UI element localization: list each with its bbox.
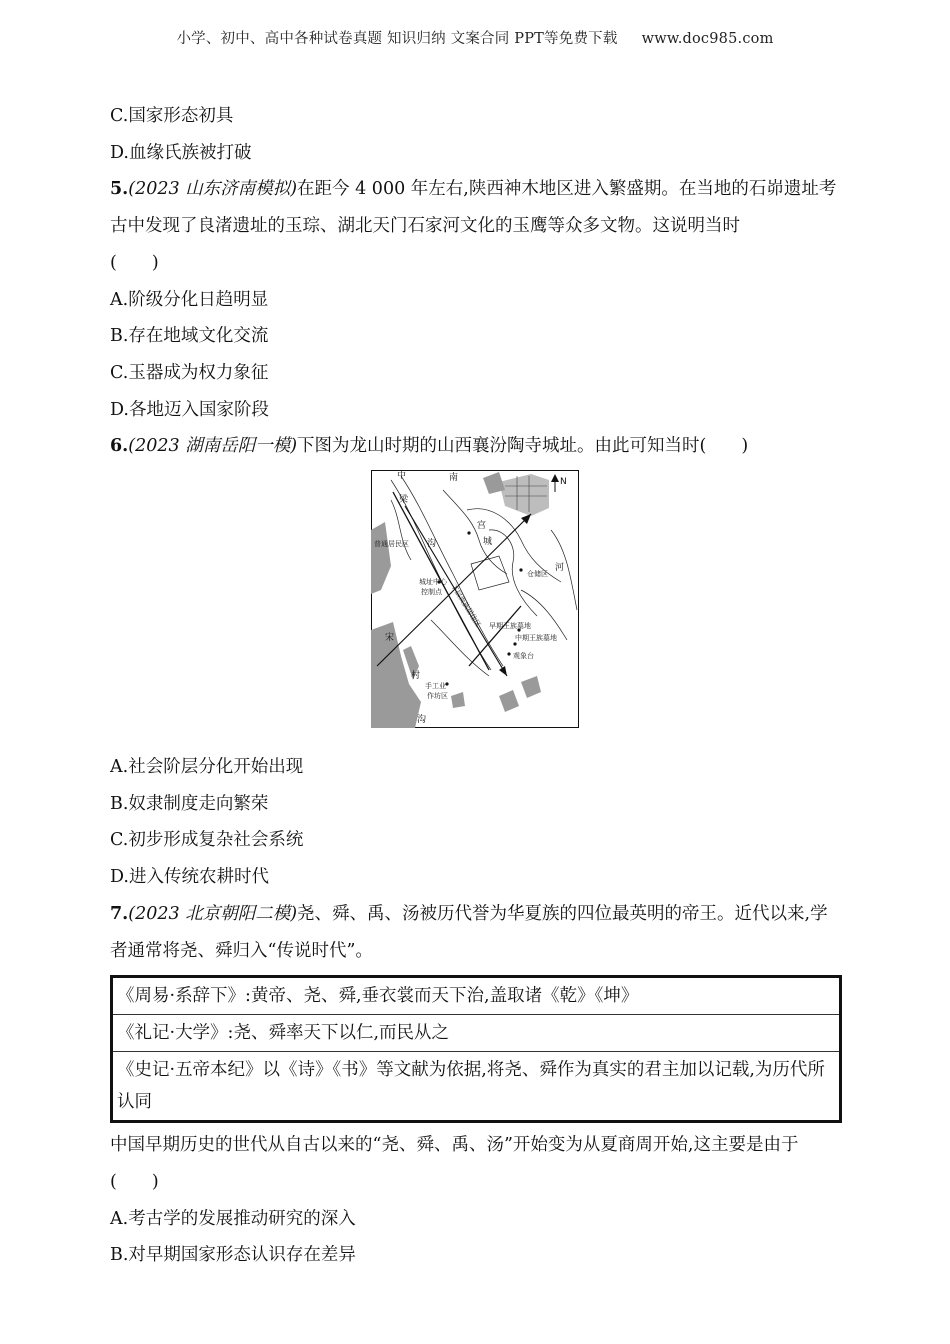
map-label: 宫 <box>477 521 487 532</box>
map-label: 作坊区 <box>427 692 448 701</box>
question-6-number: 6. <box>110 436 129 457</box>
question-5-stem <box>110 171 842 244</box>
map-label: 城 <box>483 537 493 548</box>
map-label: 宋 <box>385 633 395 644</box>
header-text: 小学、初中、高中各种试卷真题 知识归纳 文案合同 PPT等免费下载 <box>176 31 618 47</box>
question-5-option-a[interactable]: A.阶级分化日趋明显 <box>110 289 269 310</box>
map-label: 普通居民区 <box>374 540 409 549</box>
question-5-text: 在距今 4 000 年左右,陕西神木地区进入繁盛期。在当地的石峁遗址考古中发现了良渚遗址的玉琮、湖北天门石家河文化的玉鹰等众多文物。这说明当时 <box>110 179 837 237</box>
question-7-option-b[interactable]: B.对早期国家形态认识存在差异 <box>110 1245 356 1266</box>
question-5-number: 5. <box>110 179 129 200</box>
map-label: 沟 <box>427 539 437 550</box>
question-5-source: (2023 山东济南模拟) <box>128 179 298 200</box>
map-label: 仓储区 <box>527 570 548 579</box>
option-c-prev[interactable]: C.国家形态初具 <box>110 106 234 126</box>
table-row <box>112 1052 841 1122</box>
taosi-map-container <box>110 470 842 738</box>
table-cell: 《史记·五帝本纪》以《诗》《书》等文献为依据,将尧、舜作为真实的君主加以记载,为历代所认同 <box>112 1052 841 1122</box>
north-label: N <box>560 477 567 488</box>
question-7-stem <box>110 896 842 969</box>
map-label: 村 <box>411 671 421 682</box>
header-url: www.doc985.com <box>641 31 774 47</box>
map-label: 沟 <box>417 715 427 726</box>
table-cell: 《周易·系辞下》:黄帝、尧、舜,垂衣裳而天下治,盖取诸《乾》《坤》 <box>112 977 841 1015</box>
question-6-text: 下图为龙山时期的山西襄汾陶寺城址。由此可知当时( ) <box>297 436 749 457</box>
table-cell: 《礼记·大学》:尧、舜率天下以仁,而民从之 <box>112 1015 841 1052</box>
map-label: 早期王族墓地 <box>489 622 531 631</box>
question-7-text: 尧、舜、禹、汤被历代誉为华夏族的四位最英明的帝王。近代以来,学者通常将尧、舜归入“传说时代”。 <box>110 903 828 961</box>
question-6-stem <box>110 428 842 465</box>
question-7-option-a[interactable]: A.考古学的发展推动研究的深入 <box>110 1208 356 1229</box>
map-label: 南 <box>449 473 459 484</box>
option-d-prev[interactable]: D.血缘氏族被打破 <box>110 142 252 163</box>
question-7-question: 中国早期历史的世代从自古以来的“尧、舜、禹、汤”开始变为从夏商周开始,这主要是由于( ) <box>110 1135 799 1192</box>
question-6-source: (2023 湖南岳阳一模) <box>128 436 298 457</box>
question-7-number: 7. <box>110 903 129 924</box>
map-label: 城址中心 <box>419 578 447 587</box>
taosi-site-map <box>371 470 579 728</box>
question-7-source: (2023 北京朝阳二模) <box>128 903 298 924</box>
table-row <box>112 977 841 1015</box>
table-row <box>112 1015 841 1052</box>
question-5-blank: ( ) <box>110 252 159 273</box>
question-5-option-b[interactable]: B.存在地域文化交流 <box>110 326 269 347</box>
question-5-option-c[interactable]: C.玉器成为权力象征 <box>110 362 269 383</box>
map-label: 梁 <box>399 495 409 506</box>
map-label: 河 <box>555 563 565 574</box>
question-6-option-a[interactable]: A.社会阶层分化开始出现 <box>110 757 304 778</box>
question-6-option-b[interactable]: B.奴隶制度走向繁荣 <box>110 793 269 814</box>
source-material-table <box>110 975 842 1123</box>
map-label: 手工业 <box>425 682 446 691</box>
question-6-option-c[interactable]: C.初步形成复杂社会系统 <box>110 830 304 851</box>
map-label: 下层贵族居住区 <box>449 582 483 629</box>
question-5-option-d[interactable]: D.各地迈入国家阶段 <box>110 399 269 420</box>
map-label: 中期王族墓地 <box>515 634 557 643</box>
map-label: 控制点 <box>421 588 442 597</box>
page-header <box>0 27 950 48</box>
document-body <box>110 98 842 1274</box>
question-6-option-d[interactable]: D.进入传统农耕时代 <box>110 867 269 888</box>
map-label: 中 <box>397 471 407 482</box>
map-label: 观象台 <box>513 652 534 661</box>
